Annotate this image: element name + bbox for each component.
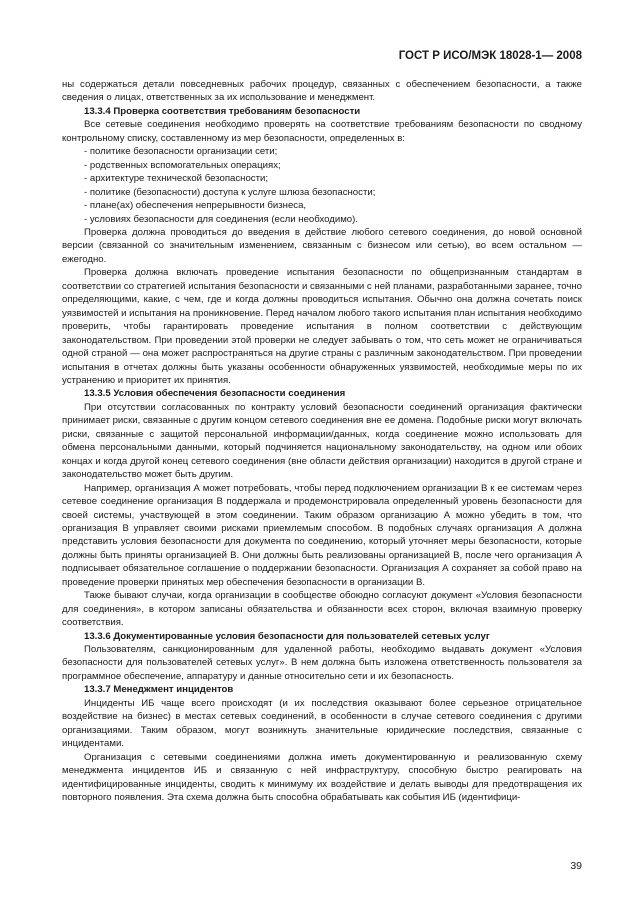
paragraph: Все сетевые соединения необходимо проверять на соответствие требованиям безопасности по сводному контрольному списку, составленному из мер безопасности, определенных в: [62, 119, 582, 144]
paragraph: Например, организация А может потребовать, чтобы перед подключением организации В к ее системам через сетевое соединение организация В поддержала и продемонстрировала определенный уровень безопасности для своей системы, участвующей в этом соединении. Таким образом организацию А можно убедить в том, что организация В управляет своими рисками приемлемым способом. В подобных случаях организация А должна представить условия безопасности для документа по соединению, который уточняет меры безопасности, которые должны быть приняты организацией В. Они должны быть реализованы организацией В, после чего организация А подписывает обязательное соглашение о поддержании безопасности. Организация А сохраняет за собой право на проведение проверки принятых мер обеспечения безопасности в организации В. [62, 482, 582, 588]
paragraph: Инциденты ИБ чаще всего происходят (и их последствия оказывают более серьезное отрицательное воздействие на бизнес) в местах сетевых соединений, в особенности в случае сетевого соединения с другими организациями. Таким образом, могут возникнуть значительные юридические последствия, связанные с инцидентами. [62, 697, 582, 750]
list-item: - условиях безопасности для соединения (если необходимо). [84, 213, 359, 225]
list-item: - родственных вспомогательных операциях; [84, 159, 281, 171]
document-body [62, 78, 582, 804]
paragraph: Организация с сетевыми соединениями должна иметь документированную и реализованную схему менеджмента инцидентов ИБ и связанную с ней инфраструктуру, способную быстро реагировать на идентифицированные инциденты, сводить к минимуму их воздействие и делать выводы для предотвращения их повторного появления. Эта схема должна быть способна обрабатывать как события ИБ (идентифици- [62, 751, 582, 804]
paragraph: Также бывают случаи, когда организации в сообществе обоюдно согласуют документ «Условия безопасности для соединения», в котором записаны обязательства и обязанности всех сторон, включая взаимную проверку соответствия. [62, 590, 582, 629]
page-number: 39 [570, 860, 582, 872]
list-item: - плане(ах) обеспечения непрерывности бизнеса, [84, 200, 307, 212]
paragraph: Пользователям, санкционированным для удаленной работы, необходимо выдавать документ «Условия безопасности для пользователей сетевых услуг». В нем должна быть изложена ответственность пользователя за программное обеспечение, аппаратуру и данные относительно сети и их безопасность. [62, 644, 582, 682]
section-heading: 13.3.5 Условия обеспечения безопасности соединения [84, 388, 346, 400]
section-heading: 13.3.7 Менеджмент инцидентов [84, 684, 234, 696]
paragraph-continuation: ны содержаться детали повседневных рабочих процедур, связанных с обеспечением безопасности, а также сведения о лицах, ответственных за их использование и менеджмент. [62, 79, 582, 104]
list-item: - политике (безопасности) доступа к услуге шлюза безопасности; [84, 186, 376, 198]
paragraph: Проверка должна проводиться до введения в действие любого сетевого соединения, до новой основной версии (связанной со значительным изменением, связанным с бизнесом или сетью), во всем остальном — ежегодно. [62, 226, 582, 265]
list-item: - архитектуре технической безопасности; [84, 173, 269, 185]
section-heading: 13.3.4 Проверка соответствия требованиям безопасности [84, 105, 361, 117]
paragraph: Проверка должна включать проведение испытания безопасности по общепризнанным стандартам в соответствии со стратегией испытания безопасности и связанными с ней планами, разработанными заранее, точно определяющими, какие, с чем, где и когда должны проводиться испытания. Обычно она должна сочетать поиск уязвимостей и испытания на проникновение. Перед началом любого такого испытания план испытания необходимо проверить, чтобы гарантировать проведение испытания в полном соответствии с действующим законодательством. При проведении этой проверки не следует забывать о том, что сеть может не ограничиваться одной страной — она может распространяться на другие страны с различным законодательством. При проведении испытания в отчетах должны быть указаны особенности обнаруженных уязвимостей, необходимые меры по их устранению и приоритет их принятия. [62, 267, 583, 386]
section-heading: 13.3.6 Документированные условия безопасности для пользователей сетевых услуг [84, 630, 490, 642]
list-item: - политике безопасности организации сети; [84, 146, 278, 158]
page-header: ГОСТ Р ИСО/МЭК 18028-1— 2008 [398, 50, 582, 62]
paragraph: При отсутствии согласованных по контракту условий безопасности соединений организация фактически принимает риски, связанные с другим концом сетевого соединения вне ее домена. Подобные риски могут включать риски, связанные с защитой персональной информации/данных, когда соединение можно использовать для обмена персональными данными, который подчиняется национальному законодательству, на одном или обоих концах и когда другой конец сетевого соединения (вне области действия организации) находится в другой стране и законодательство может быть другим. [62, 401, 582, 481]
